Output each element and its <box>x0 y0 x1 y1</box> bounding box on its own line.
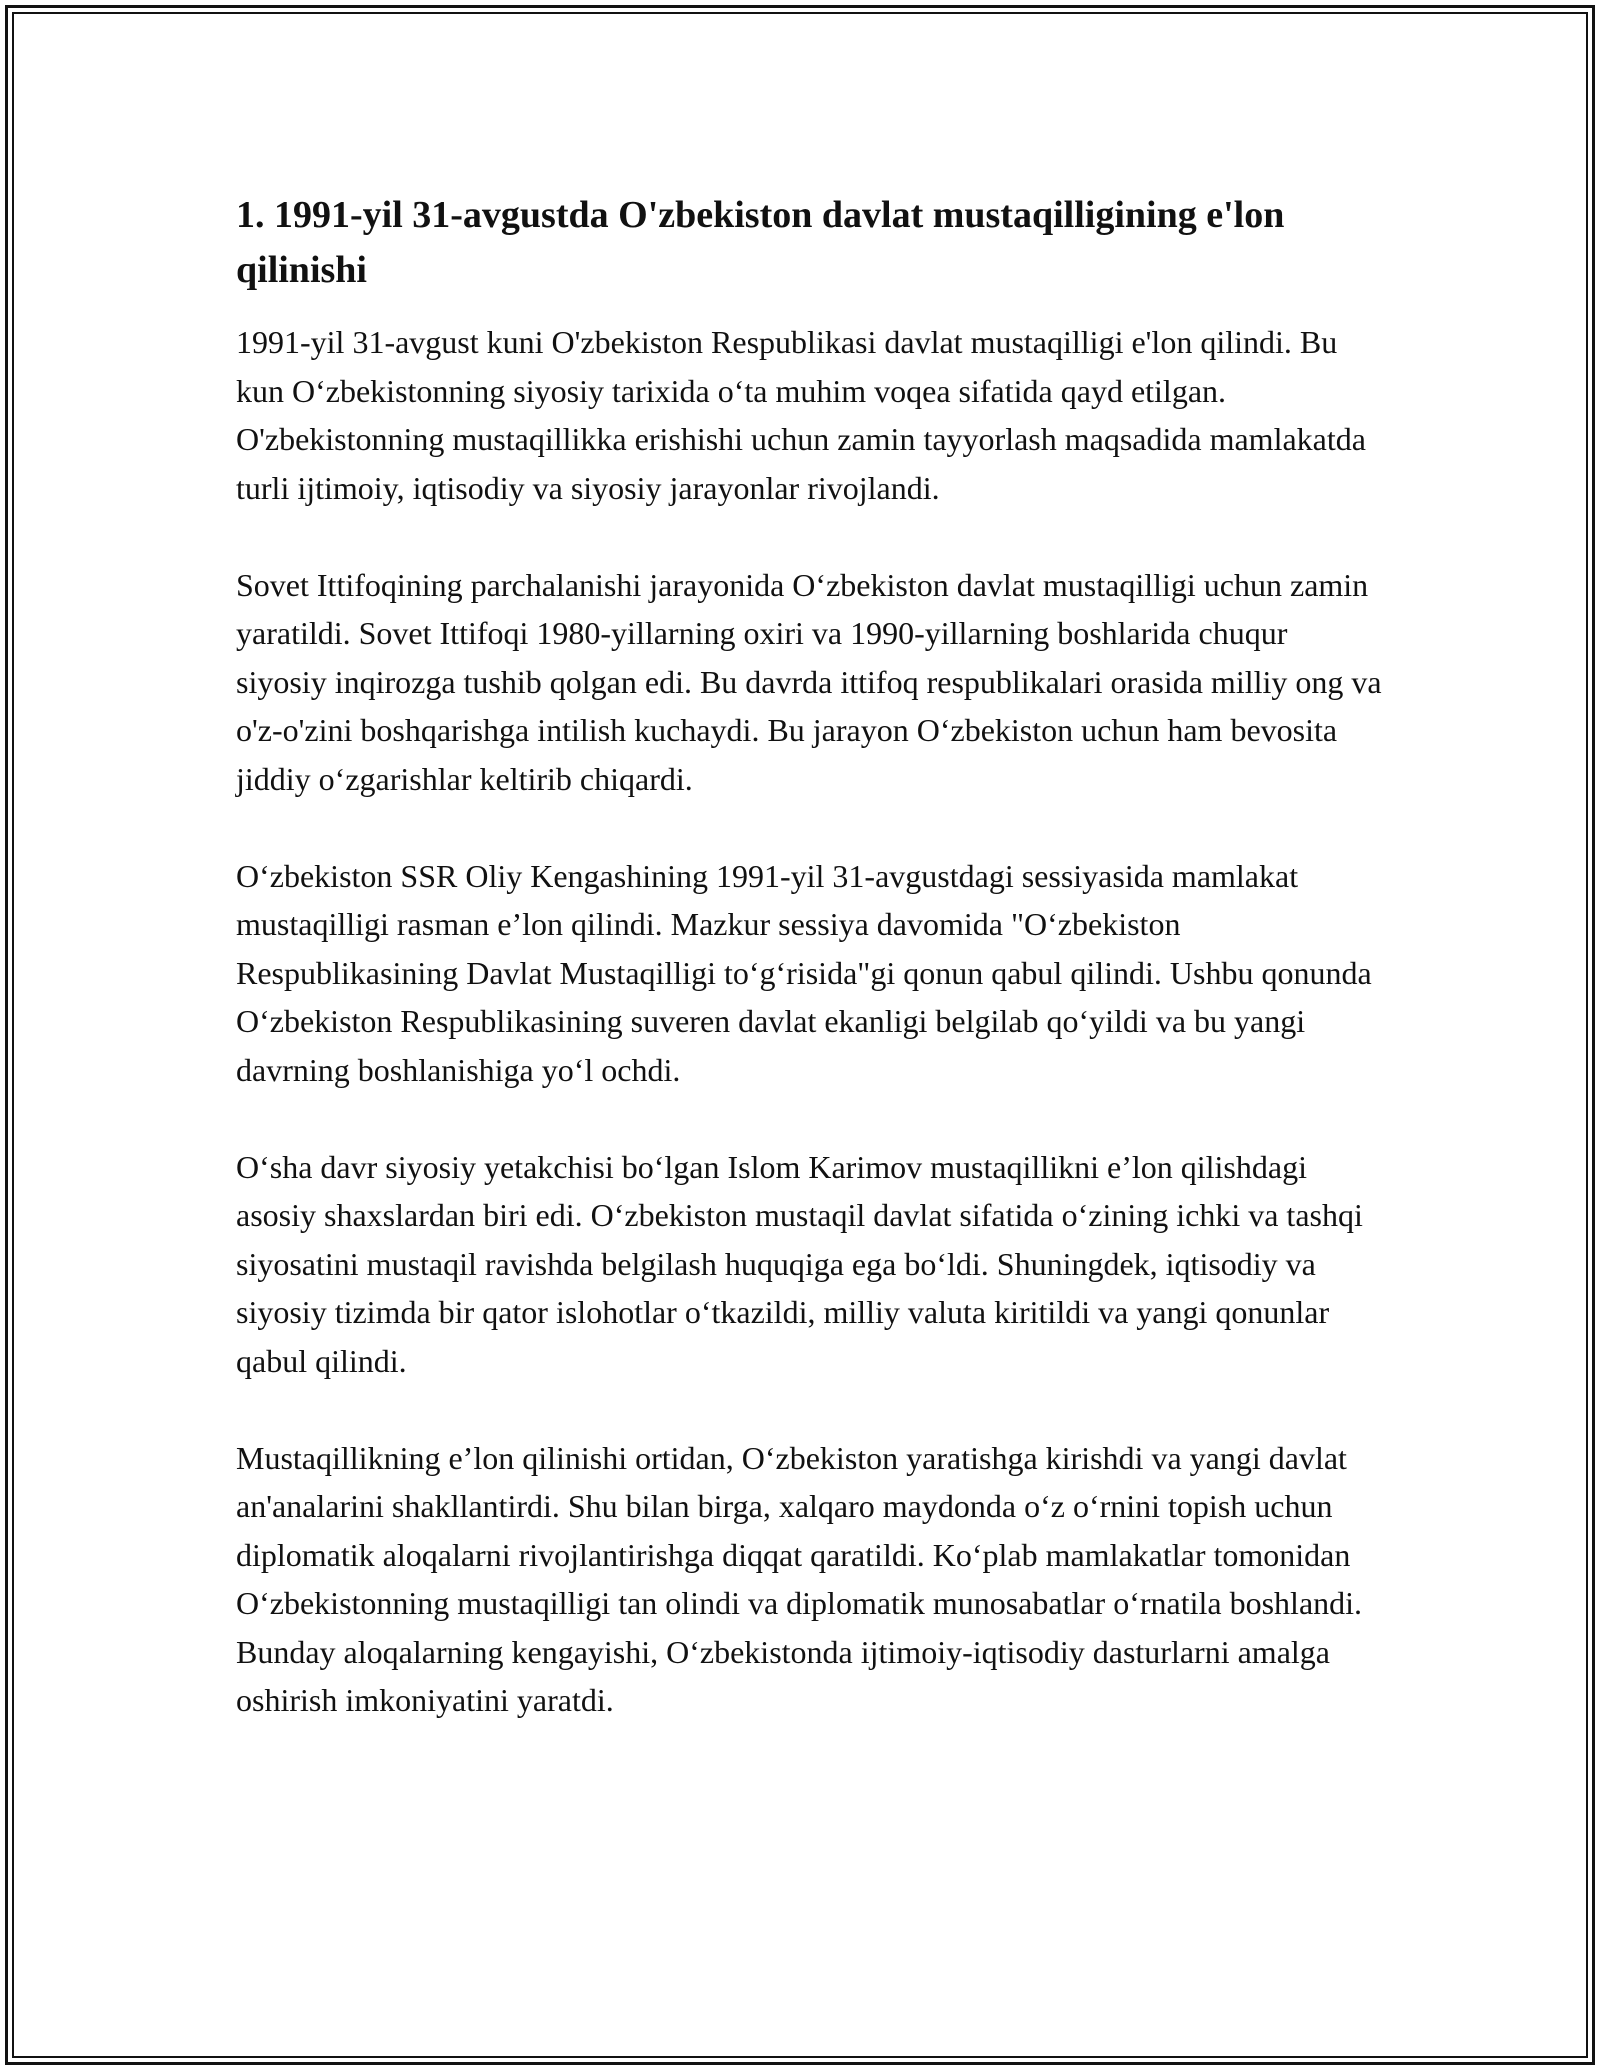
paragraph-2: Sovet Ittifoqining parchalanishi jarayonida O‘zbekiston davlat mustaqilligi uchun zamin yaratildi. Sovet Ittifoqi 1980-yillarning oxiri va 1990-yillarning boshlarida chuqur siyosiy inqirozga tushib qolgan edi. Bu davrda ittifoq respublikalari orasida milliy ong va o'z-o'zini boshqarishga intilish kuchaydi. Bu jarayon O‘zbekiston uchun ham bevosita jiddiy o‘zgarishlar keltirib chiqardi. <box>236 566 1382 797</box>
section-heading: 1. 1991-yil 31-avgustda O'zbekiston davlat mustaqilligining e'lon qilinishi <box>236 194 1285 291</box>
document-body <box>236 188 1382 1725</box>
paragraph-5: Mustaqillikning e’lon qilinishi ortidan, O‘zbekiston yaratishga kirishdi va yangi davlat an'analarini shakllantirdi. Shu bilan birga, xalqaro maydonda o‘z o‘rnini topish uchun diplomatik aloqalarni rivojlantirishga diqqat qaratildi. Ko‘plab mamlakatlar tomonidan O‘zbekistonning mustaqilligi tan olindi va diplomatik munosabatlar o‘rnatila boshlandi. Bunday aloqalarning kengayishi, O‘zbekistonda ijtimoiy-iqtisodiy dasturlarni amalga oshirish imkoniyatini yaratdi. <box>236 1439 1363 1718</box>
paragraph-3: O‘zbekiston SSR Oliy Kengashining 1991-yil 31-avgustdagi sessiyasida mamlakat mustaqilligi rasman e’lon qilindi. Mazkur sessiya davomida "O‘zbekiston Respublikasining Davlat Mustaqilligi to‘g‘risida"gi qonun qabul qilindi. Ushbu qonunda O‘zbekiston Respublikasining suveren davlat ekanligi belgilab qo‘yildi va bu yangi davrning boshlanishiga yo‘l ochdi. <box>236 857 1372 1088</box>
paragraph-1: 1991-yil 31-avgust kuni O'zbekiston Respublikasi davlat mustaqilligi e'lon qilindi. Bu kun O‘zbekistonning siyosiy tarixida o‘ta muhim voqea sifatida qayd etilgan. O'zbekistonning mustaqillikka erishishi uchun zamin tayyorlash maqsadida mamlakatda turli ijtimoiy, iqtisodiy va siyosiy jarayonlar rivojlandi. <box>236 324 1366 506</box>
paragraph-4: O‘sha davr siyosiy yetakchisi bo‘lgan Islom Karimov mustaqillikni e’lon qilishdagi asosiy shaxslardan biri edi. O‘zbekiston mustaqil davlat sifatida o‘zining ichki va tashqi siyosatini mustaqil ravishda belgilash huquqiga ega bo‘ldi. Shuningdek, iqtisodiy va siyosiy tizimda bir qator islohotlar o‘tkazildi, milliy valuta kiritildi va yangi qonunlar qabul qilindi. <box>236 1148 1363 1379</box>
